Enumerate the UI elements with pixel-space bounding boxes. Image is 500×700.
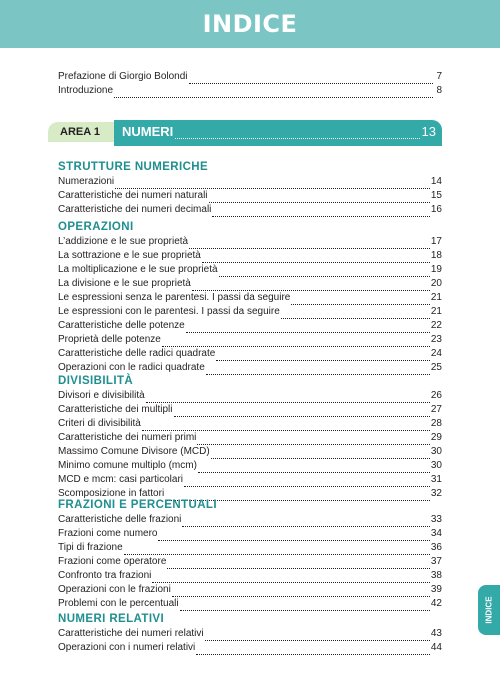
toc-entry-page: 15 (430, 190, 442, 201)
toc-entry-page: 29 (430, 432, 442, 443)
dot-leader (124, 545, 430, 555)
section-heading: NUMERI RELATIVI (58, 613, 165, 625)
toc-entry-label: Frazioni come operatore (58, 556, 167, 567)
toc-entry-label: Caratteristiche dei multipli (58, 404, 173, 415)
toc-entry[interactable] (58, 175, 442, 189)
dot-leader (205, 631, 430, 641)
toc-entry-label: Numerazioni (58, 176, 115, 187)
dot-leader (291, 295, 430, 305)
toc-entry-page: 20 (430, 278, 442, 289)
dot-leader (212, 207, 429, 217)
toc-entry-page: 36 (430, 542, 442, 553)
section-frazioni-percentuali (58, 498, 442, 611)
dot-leader (281, 309, 430, 319)
toc-entry-label: MCD e mcm: casi particolari (58, 474, 184, 485)
section-heading: OPERAZIONI (58, 221, 134, 233)
toc-entry-label: Confronto tra frazioni (58, 570, 152, 581)
dot-leader (198, 463, 430, 473)
intro-list (58, 70, 442, 98)
toc-entry[interactable] (58, 403, 442, 417)
toc-entry-page: 31 (430, 474, 442, 485)
toc-entry-label: Criteri di divisibilità (58, 418, 141, 429)
toc-entry-label: Caratteristiche dei numeri decimali (58, 204, 212, 215)
area-title-bar (114, 120, 442, 144)
area-header[interactable] (48, 120, 442, 146)
toc-entry-label: Operazioni con le frazioni (58, 584, 171, 595)
toc-entry[interactable] (58, 541, 442, 555)
dot-leader (209, 193, 430, 203)
toc-entry[interactable] (58, 389, 442, 403)
area-tag: AREA 1 (48, 122, 114, 142)
toc-entry[interactable] (58, 627, 442, 641)
dot-leader (158, 531, 429, 541)
toc-entry[interactable] (58, 569, 442, 583)
dot-leader (142, 421, 430, 431)
toc-entry-label: Caratteristiche dei numeri naturali (58, 190, 208, 201)
toc-entry-label: Le espressioni senza le parentesi. I passi da seguire (58, 292, 291, 303)
toc-entry-page: 18 (430, 250, 442, 261)
toc-entry-label: Massimo Comune Divisore (MCD) (58, 446, 210, 457)
toc-entry[interactable] (58, 361, 442, 375)
toc-entry-page: 30 (430, 446, 442, 457)
section-heading: FRAZIONI E PERCENTUALI (58, 499, 217, 511)
toc-entry[interactable] (58, 527, 442, 541)
toc-entry-label: Introduzione (58, 85, 114, 96)
dot-leader (152, 573, 429, 583)
toc-entry[interactable] (58, 84, 442, 98)
toc-entry[interactable] (58, 235, 442, 249)
toc-entry-page: 8 (436, 85, 442, 96)
dot-leader (219, 267, 430, 277)
toc-entry[interactable] (58, 203, 442, 217)
toc-entry[interactable] (58, 319, 442, 333)
toc-entry-label: Caratteristiche delle radici quadrate (58, 348, 216, 359)
toc-entry-page: 26 (430, 390, 442, 401)
dot-leader (114, 88, 433, 98)
dot-leader (192, 281, 430, 291)
section-numeri-relativi (58, 612, 442, 655)
toc-entry-page: 38 (430, 570, 442, 581)
toc-entry[interactable] (58, 431, 442, 445)
area-name: NUMERI (122, 124, 174, 139)
toc-entry-label: Tipi di frazione (58, 542, 123, 553)
toc-entry-page: 27 (430, 404, 442, 415)
toc-entry[interactable] (58, 70, 442, 84)
dot-leader (180, 601, 430, 611)
toc-entry-page: 33 (430, 514, 442, 525)
toc-entry-label: Caratteristiche dei numeri primi (58, 432, 197, 443)
toc-entry-page: 7 (436, 71, 442, 82)
section-heading: STRUTTURE NUMERICHE (58, 161, 209, 173)
toc-entry-page: 21 (430, 292, 442, 303)
toc-entry[interactable] (58, 473, 442, 487)
toc-entry[interactable] (58, 305, 442, 319)
page-title: INDICE (202, 10, 298, 38)
dot-leader (182, 517, 429, 527)
dot-leader (196, 645, 430, 655)
toc-entry-label: Caratteristiche dei numeri relativi (58, 628, 204, 639)
dot-leader (184, 477, 430, 487)
toc-entry-page: 17 (430, 236, 442, 247)
toc-entry-page: 22 (430, 320, 442, 331)
toc-entry-label: Operazioni con le radici quadrate (58, 362, 205, 373)
area-underline (114, 144, 442, 146)
section-strutture-numeriche (58, 160, 442, 217)
section-divisibilita (58, 374, 442, 501)
dot-leader (172, 587, 430, 597)
toc-entry-label: L’addizione e le sue proprietà (58, 236, 189, 247)
dot-leader (146, 393, 430, 403)
toc-entry[interactable] (58, 555, 442, 569)
toc-entry[interactable] (58, 513, 442, 527)
toc-entry-page: 28 (430, 418, 442, 429)
toc-entry-page: 21 (430, 306, 442, 317)
toc-entry-page: 43 (430, 628, 442, 639)
toc-entry-label: La sottrazione e le sue proprietà (58, 250, 201, 261)
side-tab-label: INDICE (484, 596, 494, 624)
toc-entry-page: 32 (430, 488, 442, 499)
toc-entry-label: La moltiplicazione e le sue proprietà (58, 264, 218, 275)
toc-entry-label: Problemi con le percentuali (58, 598, 179, 609)
toc-entry-page: 44 (430, 642, 442, 653)
toc-entry-page: 30 (430, 460, 442, 471)
toc-entry-page: 14 (430, 176, 442, 187)
toc-entry-page: 34 (430, 528, 442, 539)
dot-leader (175, 129, 419, 139)
dot-leader (167, 559, 429, 569)
toc-entry-label: Caratteristiche delle frazioni (58, 514, 182, 525)
dot-leader (197, 435, 429, 445)
toc-entry[interactable] (58, 641, 442, 655)
toc-entry[interactable] (58, 445, 442, 459)
toc-entry-label: Frazioni come numero (58, 528, 158, 539)
toc-entry-page: 42 (430, 598, 442, 609)
top-banner (0, 0, 500, 48)
toc-entry-label: Le espressioni con le parentesi. I passi da seguire (58, 306, 280, 317)
toc-entry[interactable] (58, 459, 442, 473)
toc-entry-label: Caratteristiche delle potenze (58, 320, 185, 331)
dot-leader (174, 407, 430, 417)
toc-entry-page: 19 (430, 264, 442, 275)
toc-entry[interactable] (58, 333, 442, 347)
dot-leader (189, 239, 430, 249)
toc-entry-label: La divisione e le sue proprietà (58, 278, 191, 289)
toc-entry[interactable] (58, 277, 442, 291)
toc-entry-label: Divisori e divisibilità (58, 390, 145, 401)
dot-leader (216, 351, 430, 361)
toc-entry-label: Minimo comune multiplo (mcm) (58, 460, 197, 471)
dot-leader (115, 179, 430, 189)
toc-entry-page: 16 (430, 204, 442, 215)
toc-entry[interactable] (58, 597, 442, 611)
dot-leader (186, 323, 430, 333)
toc-entry[interactable] (58, 263, 442, 277)
area-page: 13 (421, 124, 436, 139)
dot-leader (162, 337, 430, 347)
toc-entry-page: 23 (430, 334, 442, 345)
toc-entry-label: Proprietà delle potenze (58, 334, 161, 345)
toc-entry[interactable] (58, 347, 442, 361)
toc-entry[interactable] (58, 249, 442, 263)
toc-entry[interactable] (58, 291, 442, 305)
toc-entry-label: Prefazione di Giorgio Bolondi (58, 71, 188, 82)
toc-entry-page: 39 (430, 584, 442, 595)
section-operazioni (58, 220, 442, 375)
toc-entry[interactable] (58, 189, 442, 203)
dot-leader (211, 449, 430, 459)
dot-leader (189, 74, 433, 84)
toc-entry-label: Scomposizione in fattori (58, 488, 165, 499)
toc-entry-page: 25 (430, 362, 442, 373)
dot-leader (202, 253, 430, 263)
toc-entry[interactable] (58, 583, 442, 597)
toc-entry-page: 37 (430, 556, 442, 567)
toc-entry[interactable] (58, 417, 442, 431)
toc-entry-page: 24 (430, 348, 442, 359)
section-heading: DIVISIBILITÀ (58, 375, 134, 387)
toc-entry-label: Operazioni con i numeri relativi (58, 642, 196, 653)
side-index-tab[interactable] (478, 585, 500, 635)
